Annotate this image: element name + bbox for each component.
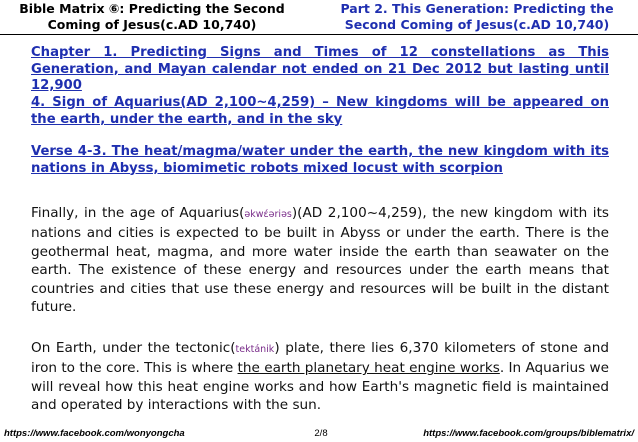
header-left-line1: Bible Matrix ⑥: Predicting the Second — [19, 1, 285, 16]
p2-text-middle: ) plate, there lies 6,370 kilometers of stone and iron to the core. This is where — [31, 340, 609, 377]
header-right-title — [318, 1, 636, 33]
footer-right-url[interactable]: https://www.facebook.com/groups/biblematrix/ — [423, 428, 634, 439]
header-left-line2: Coming of Jesus(c.AD 10,740) — [47, 17, 257, 32]
footer-page-number: 2/8 — [314, 428, 328, 439]
p2-underlined-phrase: the earth planetary heat engine works — [237, 360, 500, 377]
paragraph-tectonic — [31, 339, 609, 415]
p1-text-rest: )(AD 2,100~4,259), the new kingdom with its nations and cities is expected to be built in Abyss or under the earth. There is the geothermal heat, magma, and more water inside the earth than seawater on the earth. The existence of these energy and resources under the earth means that countries and cities that use these energy and resources will be built in the distant future. — [31, 205, 609, 316]
sign-heading-link[interactable]: 4. Sign of Aquarius(AD 2,100~4,259) – New kingdoms will be appeared on the earth, under the earth, and in the sky — [31, 95, 609, 127]
paragraph-aquarius — [31, 204, 609, 316]
p2-phonetic: tektánik — [235, 344, 275, 355]
header-divider — [0, 34, 638, 35]
verse-heading-link[interactable]: Verse 4-3. The heat/magma/water under the earth, the new kingdom with its nations in Abyss, biomimetic robots mixed locust with scorpion — [31, 144, 609, 176]
p1-text-start: Finally, in the age of Aquarius( — [31, 205, 245, 221]
footer-left-url[interactable]: https://www.facebook.com/wonyongcha — [4, 428, 185, 439]
header-left-title — [2, 1, 302, 33]
p2-text-end: . In Aquarius we will reveal how this heat engine works and how Earth's magnetic field is maintained and operated by interactions with the sun. — [31, 360, 609, 414]
p1-phonetic: əkwɛ́əriəs — [244, 209, 292, 220]
p2-text-start: On Earth, under the tectonic( — [31, 340, 236, 356]
chapter-heading-link[interactable]: Chapter 1. Predicting Signs and Times of 12 constellations as This Generation, and Mayan calendar not ended on 21 Dec 2012 but lasting until 12,900 — [31, 45, 609, 93]
header-right-line2: Second Coming of Jesus(c.AD 10,740) — [344, 17, 610, 32]
header-right-line1: Part 2. This Generation: Predicting the — [340, 1, 614, 16]
